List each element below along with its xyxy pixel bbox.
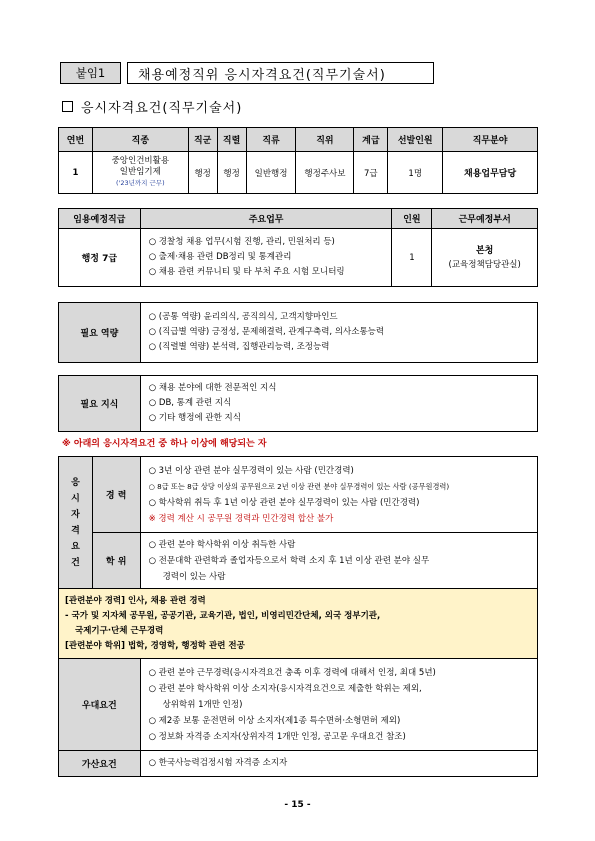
competency-label: 필요 역량 (59, 303, 141, 363)
related-orgs-cont: 국제기구·단체 근무경력 (75, 625, 164, 636)
degree-item: ○ 관련 분야 학사학위 이상 취득한 사람 (148, 539, 296, 550)
row-field: 채용업무담당 (443, 152, 538, 194)
header-headcount: 인원 (392, 209, 432, 229)
document-title-text: 채용예정직위 응시자격요건(직무기술서) (138, 67, 386, 83)
section-heading-text: 응시자격요건(직무기술서) (81, 101, 243, 116)
document-title (127, 62, 434, 84)
side-char: 격 (71, 525, 80, 536)
related-field-box (59, 589, 538, 659)
preference-list (140, 659, 537, 751)
related-degree: [관련분야 학위] 법학, 경영학, 행정학 관련 전공 (65, 640, 245, 651)
header-series: 직렬 (217, 128, 246, 152)
knowledge-list (140, 376, 537, 432)
knowledge-item: ○ DB, 통계 관련 지식 (148, 398, 232, 408)
competency-item: ○ (직급별 역량) 긍정성, 문제해결력, 관계구축력, 의사소통능력 (148, 327, 385, 337)
competency-item: ○ (공통 역량) 윤리의식, 공직의식, 고객지향마인드 (148, 312, 338, 322)
duties-table (58, 208, 538, 287)
row-class: 일반행정 (246, 152, 296, 194)
qualification-table (58, 456, 538, 777)
qualification-note: ※ 아래의 응시자격요건 중 하나 이상에 해당되는 자 (62, 439, 267, 449)
header-no: 연번 (59, 128, 93, 152)
competency-item: ○ (직렬별 역량) 분석력, 집행관리능력, 조정능력 (148, 342, 330, 352)
row-type-line2: 일반임기제 (119, 167, 161, 177)
header-dept: 근무예정부서 (432, 209, 538, 229)
attachment-tag (60, 62, 121, 84)
degree-label: 학 위 (92, 533, 140, 589)
row-type-line1: 중앙인건비활용 (111, 156, 170, 166)
duties-list (140, 229, 392, 287)
duty-item: ○ 출제·채용 관련 DB정리 및 통계관리 (148, 252, 292, 262)
dept-main: 본청 (475, 245, 494, 256)
header-position: 직위 (296, 128, 354, 152)
preference-item: ○ 정보화 자격증 소지자(상위자격 1개만 인정, 공고문 우대요건 참조) (148, 731, 406, 742)
row-type-note: ('23년까지 근무) (116, 179, 165, 187)
row-group: 행정 (188, 152, 217, 194)
knowledge-item: ○ 기타 행정에 관한 지식 (148, 413, 241, 423)
preference-item: ○ 관련 분야 학사학위 이상 소지자(응시자격요건으로 제출한 학위는 제외, (148, 683, 422, 694)
headcount-value: 1 (392, 229, 432, 287)
header-duties: 주요업무 (140, 209, 392, 229)
competency-table (58, 302, 538, 363)
dept-sub: (교육정책담당관실) (448, 259, 521, 270)
duty-item: ○ 경찰청 채용 업무(시험 진행, 관리, 민원처리 등) (148, 237, 335, 247)
checkbox-icon (62, 101, 73, 112)
duty-item: ○ 채용 관련 커뮤니티 및 타 부처 주요 시험 모니터링 (148, 267, 345, 277)
header-group: 직군 (188, 128, 217, 152)
side-char: 건 (71, 557, 80, 568)
knowledge-table (58, 375, 538, 432)
header-rank: 임용예정직급 (59, 209, 141, 229)
career-item: ○ 학사학위 취득 후 1년 이상 관련 분야 실무경력이 있는 사람 (민간경력) (148, 497, 420, 508)
side-char: 시 (71, 493, 80, 504)
header-type: 직종 (92, 128, 188, 152)
knowledge-item: ○ 채용 분야에 대한 전문적인 지식 (148, 383, 277, 393)
header-count: 선발인원 (388, 128, 443, 152)
degree-item: ○ 전문대학 관련학과 졸업자등으로서 학력 소지 후 1년 이상 관련 분야 실무 (148, 555, 430, 566)
competency-list (140, 303, 537, 363)
page-number: - 15 - (284, 800, 311, 810)
header-grade: 계급 (354, 128, 388, 152)
preference-item: ○ 제2종 보통 운전면허 이상 소지자(제1종 특수면허·소형면허 제외) (148, 715, 401, 726)
career-label: 경 력 (92, 457, 140, 533)
header-field: 직무분야 (443, 128, 538, 152)
career-item: ○ 3년 이상 관련 분야 실무경력이 있는 사람 (민간경력) (148, 465, 354, 476)
preference-item-cont: 상위학위 1개만 인정) (162, 699, 243, 710)
bonus-label: 가산요건 (59, 751, 141, 777)
row-series: 행정 (217, 152, 246, 194)
side-char: 응 (71, 477, 80, 488)
related-orgs: - 국가 및 지자체 공무원, 공공기관, 교육기관, 법인, 비영리민간단체, 외국 정부기관, (65, 610, 381, 621)
career-item: ○ 8급 또는 8급 상당 이상의 공무원으로 2년 이상 관련 분야 실무경력이 있는 사람 (공무원경력) (148, 481, 450, 491)
row-no: 1 (59, 152, 93, 194)
related-career: [관련분야 경력] 인사, 채용 관련 경력 (65, 595, 206, 606)
degree-list (140, 533, 537, 589)
row-count: 1명 (388, 152, 443, 194)
side-char: 요 (71, 541, 80, 552)
degree-item-cont: 경력이 있는 사람 (162, 571, 226, 582)
header-class: 직류 (246, 128, 296, 152)
row-grade: 7급 (354, 152, 388, 194)
row-type (92, 152, 188, 194)
position-table (58, 127, 538, 194)
career-warning: ※ 경력 계산 시 공무원 경력과 민간경력 합산 불가 (148, 513, 334, 524)
rank-value: 행정 7급 (59, 229, 141, 287)
qualification-side-label (59, 457, 93, 589)
section-heading (62, 97, 242, 116)
attachment-tag-text: 붙임1 (75, 66, 106, 80)
dept-value (432, 229, 538, 287)
career-list (140, 457, 537, 533)
preference-label: 우대요건 (59, 659, 141, 751)
preference-item: ○ 관련 분야 근무경력(응시자격요건 충족 이후 경력에 대해서 인정, 최대 5년) (148, 667, 436, 678)
bonus-item: ○ 한국사능력검정시험 자격증 소지자 (140, 751, 537, 777)
knowledge-label: 필요 지식 (59, 376, 141, 432)
row-position: 행정주사보 (296, 152, 354, 194)
side-char: 자 (71, 509, 80, 520)
